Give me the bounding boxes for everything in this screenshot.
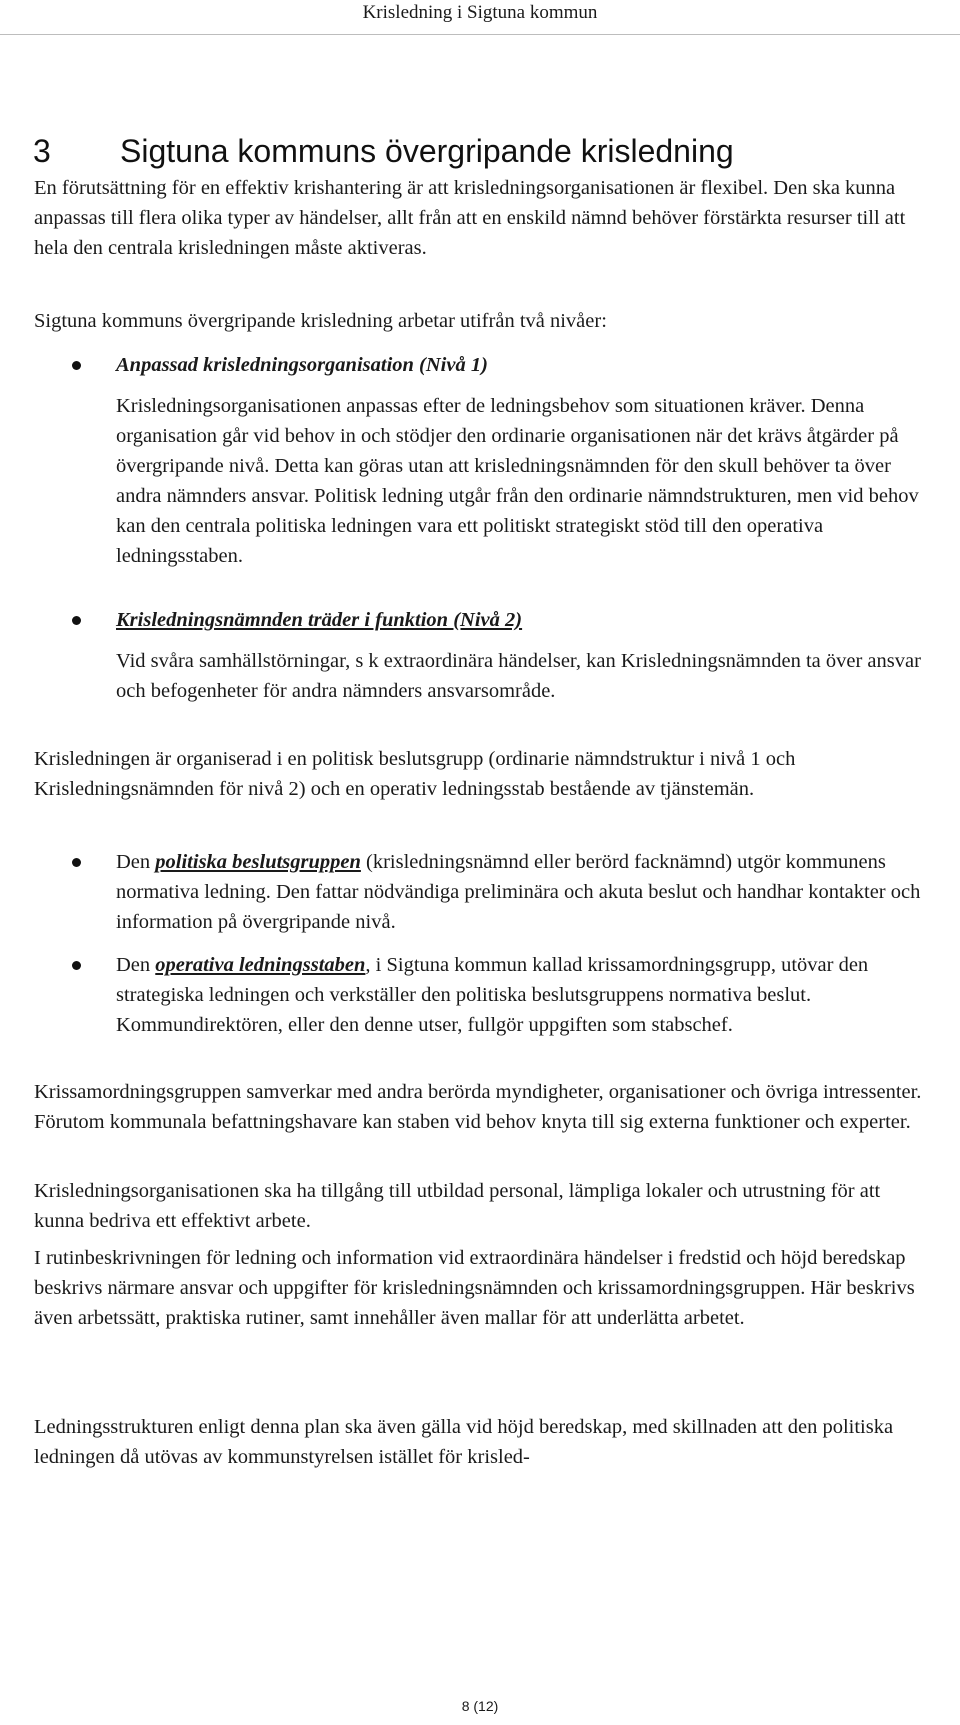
- chapter-number: 3: [33, 133, 51, 169]
- chapter-title: Sigtuna kommuns övergripande krisledning: [120, 133, 734, 169]
- level-2-text: Vid svåra samhällstörningar, s k extraordinära händelser, kan Krisledningsnämnden ta över ansvar och befogenheter för andra nämnders ansvarsområde.: [116, 650, 921, 702]
- group-2-term: operativa ledningsstaben: [155, 954, 366, 976]
- group-1-item: [116, 847, 936, 937]
- bullet-icon: [72, 858, 81, 867]
- cooperation-paragraph: Krissamordningsgruppen samverkar med andra berörda myndigheter, organisationer och övriga intressenter. Förutom kommunala befattningshavare kan staben vid behov knyta till sig externa funktioner och experter.: [34, 1081, 922, 1133]
- levels-intro-paragraph: Sigtuna kommuns övergripande krisledning arbetar utifrån två nivåer:: [34, 310, 607, 332]
- group-1-term: politiska beslutsgruppen: [155, 851, 361, 873]
- bullet-icon: [72, 961, 81, 970]
- page-number: 8 (12): [461, 1698, 499, 1714]
- group-2-item: [116, 950, 936, 1040]
- group-2-text: , i Sigtuna kommun kallad krissamordningsgrupp, utövar den strategiska ledningen och verkställer den politiska beslutsgruppens normativa beslut. Kommundirektören, eller den denne utser, fullgör uppgiften som stabschef.: [116, 954, 869, 1036]
- level-1-text: Krisledningsorganisationen anpassas efter de ledningsbehov som situationen kräver. Denna organisation går vid behov in och stödjer den ordinarie organisationen när det krävs åtgärder på övergripande nivå. Detta kan göras utan att krisledningsnämnden för den skull behöver ta över andra nämnders ansvar. Politisk ledning utgår från den ordinarie nämndstrukturen, men vid behov kan den centrala politiska ledningen vara ett politiskt strategiskt stöd till den operativa ledningsstaben.: [116, 395, 919, 567]
- level-1-heading: Anpassad krisledningsorganisation (Nivå 1): [116, 354, 488, 376]
- running-title: Krisledning i Sigtuna kommun: [362, 2, 598, 23]
- group-2-prefix: Den: [116, 954, 156, 976]
- group-1-text: (krisledningsnämnd eller berörd facknämnd) utgör kommunens normativa ledning. Den fattar nödvändiga preliminära och akuta beslut och handhar kontakter och information på övergripande nivå.: [116, 851, 921, 933]
- routines-paragraph: I rutinbeskrivningen för ledning och information vid extraordinära händelser i fredstid och höjd beredskap beskrivs närmare ansvar och uppgifter för krisledningsnämnden och krissamordningsgruppen. Här beskrivs även arbetssätt, praktiska rutiner, samt innehåller även mallar för att underlätta arbetet.: [34, 1247, 915, 1329]
- chapter-heading: [33, 131, 933, 171]
- running-header: [0, 0, 960, 35]
- level-2-heading: Krisledningsnämnden träder i funktion (Nivå 2): [116, 609, 523, 631]
- structure-paragraph: Ledningsstrukturen enligt denna plan ska även gälla vid höjd beredskap, med skillnaden att den politiska ledningen då utövas av kommunstyrelsen istället för krisled-: [34, 1416, 894, 1468]
- group-1-prefix: Den: [116, 851, 156, 873]
- bullet-icon: [72, 361, 81, 370]
- bullet-icon: [72, 616, 81, 625]
- organisation-paragraph: Krisledningen är organiserad i en politisk beslutsgrupp (ordinarie nämndstruktur i nivå 1 och Krisledningsnämnden för nivå 2) och en operativ ledningsstab bestående av tjänstemän.: [34, 748, 796, 800]
- resources-paragraph: Krisledningsorganisationen ska ha tillgång till utbildad personal, lämpliga lokaler och utrustning för att kunna bedriva ett effektivt arbete.: [34, 1180, 881, 1232]
- page-footer: [0, 1697, 960, 1715]
- intro-paragraph: En förutsättning för en effektiv krishantering är att krisledningsorganisationen är flexibel. Den ska kunna anpassas till flera olika typer av händelser, allt från att en enskild nämnd behöver förstärkta resurser till att hela den centrala krisledningen måste aktiveras.: [34, 177, 906, 259]
